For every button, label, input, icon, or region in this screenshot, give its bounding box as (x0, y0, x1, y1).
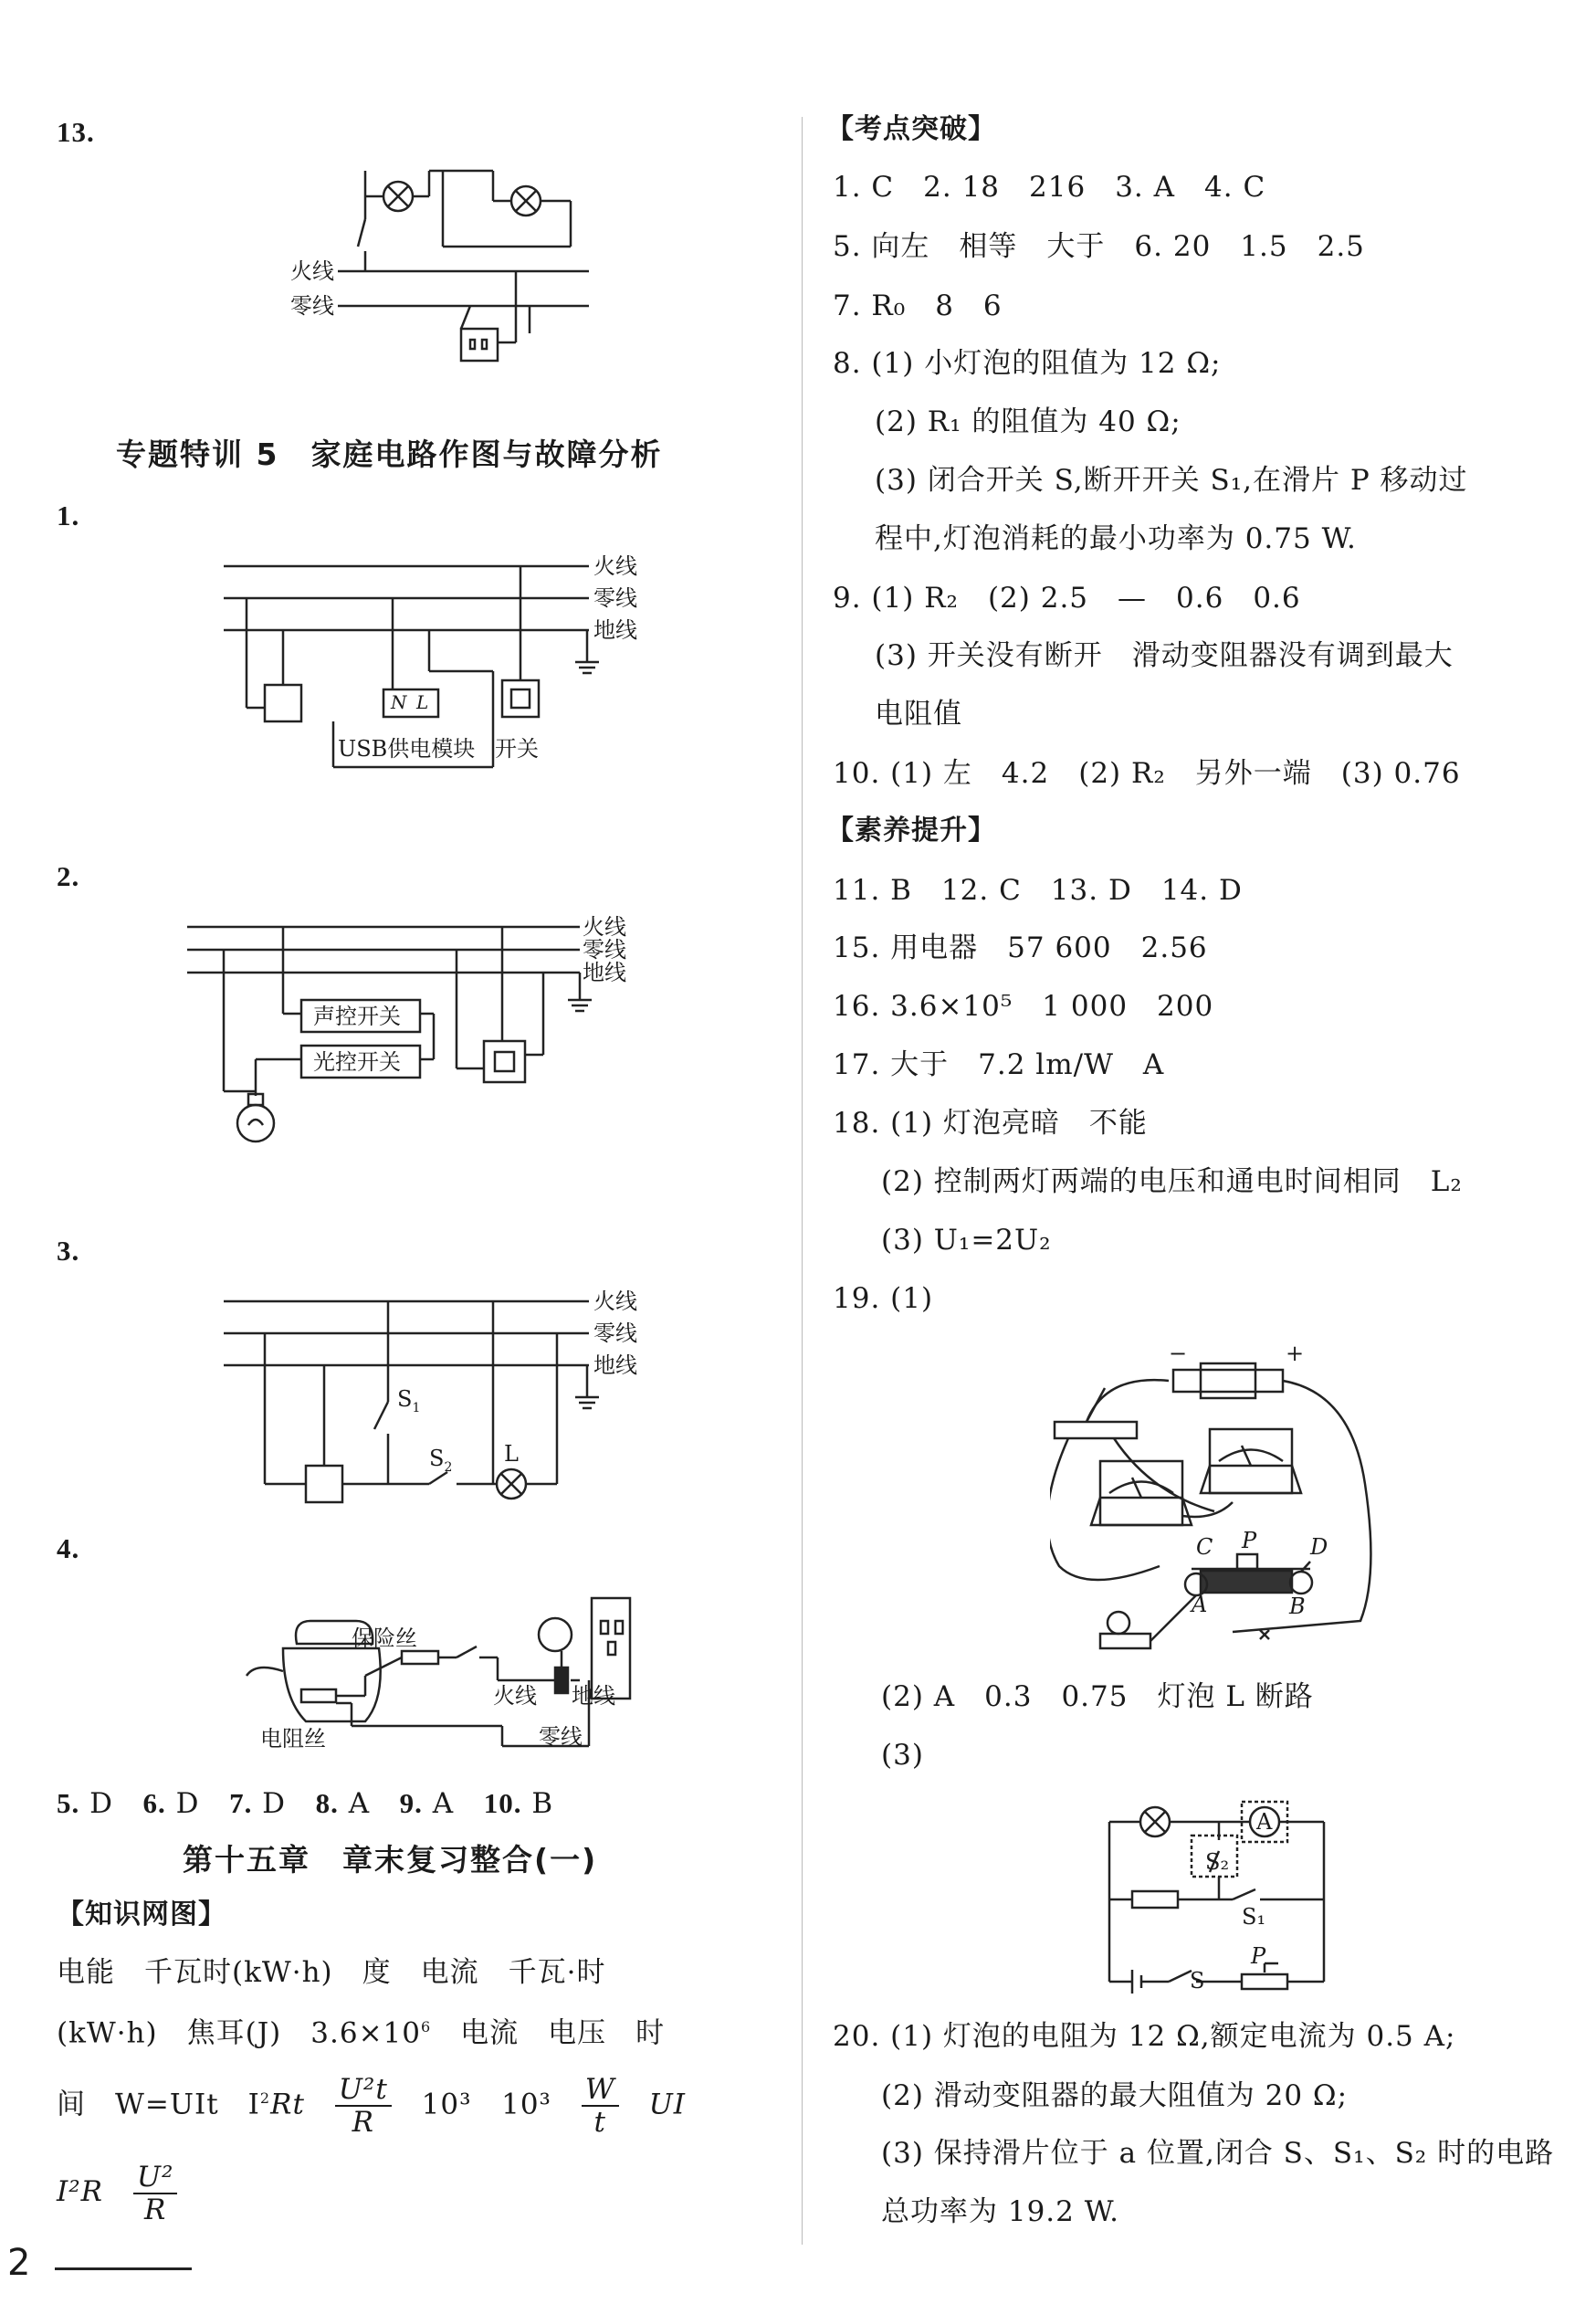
fig2-sound-switch-label: 声控开关 (313, 1004, 401, 1029)
answer-19-2: (2) A 0.3 0.75 灯泡 L 断路 (881, 1680, 1314, 1713)
fig4-neutral-label: 零线 (539, 1724, 583, 1750)
fig4-fuse-label: 保险丝 (352, 1625, 417, 1651)
breakthrough-header: 【考点突破】 (826, 113, 996, 145)
answer-1-4: 1. C 2. 18 216 3. A 4. C (833, 171, 1266, 204)
fig2-live-label: 火线 (583, 914, 626, 940)
fig3-neutral-label: 零线 (593, 1320, 637, 1346)
answer-20-3-cont: 总功率为 19.2 W. (881, 2195, 1120, 2228)
fig4-resistor-label: 电阻丝 (260, 1726, 326, 1752)
fig19-p-label: P (1242, 1528, 1257, 1553)
fig19-c-label: C (1196, 1534, 1213, 1560)
fig19-physical-circuit (1050, 1338, 1415, 1667)
answer-8-3: (3) 闭合开关 S,断开开关 S₁,在滑片 P 移动过 (875, 464, 1468, 497)
fig19c-s2-label: S₂ (1205, 1849, 1230, 1875)
answer-18-2: (2) 控制两灯两端的电压和通电时间相同 L₂ (881, 1165, 1463, 1198)
item-2-label: 2. (57, 860, 80, 892)
fig19-plus-label: + (1286, 1341, 1305, 1366)
fig4-kettle-circuit (228, 1571, 667, 1762)
fig1-n-label: N (391, 691, 407, 713)
fig1-switch-label: 开关 (495, 736, 539, 762)
answer-9-3: (3) 开关没有断开 滑动变阻器没有调到最大 (875, 639, 1454, 672)
fig19-b-label: B (1289, 1594, 1306, 1619)
answer-10: 10. (1) 左 4.2 (2) R₂ 另外一端 (3) 0.76 (833, 757, 1461, 790)
answer-7: 7. R₀ 8 6 (833, 289, 1003, 322)
fig3-ground-label: 地线 (593, 1352, 637, 1378)
q13-label: 13. (57, 116, 95, 148)
fig19c-ammeter-label: A (1256, 1809, 1273, 1835)
answer-18-3: (3) U₁=2U₂ (881, 1224, 1052, 1257)
fig19-d-label: D (1310, 1534, 1328, 1560)
fig3-switch-lamp-circuit (210, 1278, 667, 1516)
fig4-live-label: 火线 (493, 1683, 537, 1709)
item-4-label: 4. (57, 1532, 80, 1564)
footer-rule (55, 2267, 192, 2270)
fig19c-s-label: S (1190, 1968, 1205, 1994)
answer-15: 15. 用电器 57 600 2.56 (833, 931, 1208, 964)
answers-5-10: 5. D 6. D 7. D 8. A 9. A 10. B (57, 1787, 554, 1820)
fig3-lamp-label: L (504, 1441, 519, 1467)
answer-9-1: 9. (1) R₂ (2) 2.5 — 0.6 0.6 (833, 582, 1301, 615)
item-1-label: 1. (57, 500, 80, 531)
fig1-ground-label: 地线 (593, 617, 637, 643)
q13-circuit-diagram (274, 160, 603, 370)
knowledge-line-1: 电能 千瓦时(kW·h) 度 电流 千瓦·时 (57, 1956, 606, 1989)
knowledge-line-4: I²R $\frac{\text{U²}}{R}$ (57, 2155, 197, 2228)
q13-live-label: 火线 (290, 258, 334, 284)
answer-18-1: 18. (1) 灯泡亮暗 不能 (833, 1107, 1148, 1140)
answer-17: 17. 大于 7.2 lm/W A (833, 1048, 1165, 1081)
fig1-l-label: L (416, 691, 429, 713)
fig1-live-label: 火线 (593, 553, 637, 579)
fig19-a-label: A (1192, 1592, 1208, 1617)
fig3-live-label: 火线 (593, 1289, 637, 1314)
answer-5-6: 5. 向左 相等 大于 6. 20 1.5 2.5 (833, 230, 1365, 263)
fig1-neutral-label: 零线 (593, 585, 637, 611)
fig2-neutral-label: 零线 (583, 937, 626, 963)
fig1-usb-label: USB供电模块 (338, 736, 476, 762)
answer-16: 16. 3.6×10⁵ 1 000 200 (833, 990, 1214, 1023)
page-number: 2 (7, 2242, 31, 2284)
answer-9-3-cont: 电阻值 (875, 698, 962, 731)
chapter-review-title: 第十五章 章末复习整合(一) (183, 1842, 598, 1878)
knowledge-line-3: 间 W=UIt $I^2Rt$ $\frac{\text{U²t}}{R}$ 10³ 10³ $\frac{W}{t}$ UI (57, 2072, 686, 2139)
answer-20-2: (2) 滑动变阻器的最大阻值为 20 Ω; (881, 2079, 1349, 2112)
answer-20-1: 20. (1) 灯泡的电阻为 12 Ω,额定电流为 0.5 A; (833, 2020, 1456, 2053)
fig19c-s1-label: S₁ (1242, 1904, 1266, 1930)
fig3-s1-label: $S_1$ (397, 1386, 421, 1415)
answer-8-3-cont: 程中,灯泡消耗的最小功率为 0.75 W. (875, 522, 1357, 555)
answer-8-1: 8. (1) 小灯泡的阻值为 12 Ω; (833, 347, 1222, 380)
answer-20-3: (3) 保持滑片位于 a 位置,闭合 S、S₁、S₂ 时的电路 (881, 2137, 1555, 2170)
fig19-minus-label: − (1169, 1341, 1188, 1366)
q13-neutral-label: 零线 (290, 293, 334, 319)
fig2-sound-light-switch-circuit (183, 904, 657, 1160)
knowledge-map-header: 【知识网图】 (57, 1899, 226, 1931)
answer-19-3: (3) (881, 1739, 924, 1772)
answer-19-1: 19. (1) (833, 1282, 934, 1315)
fig2-ground-label: 地线 (583, 960, 626, 985)
answer-11-14: 11. B 12. C 13. D 14. D (833, 874, 1243, 907)
fig1-usb-circuit (210, 539, 657, 776)
special-training-title: 专题特训 5 家庭电路作图与故障分析 (116, 437, 663, 472)
fig3-s2-label: $S_2$ (429, 1446, 453, 1475)
fig19c-p-label: P (1251, 1943, 1266, 1969)
answer-8-2: (2) R₁ 的阻值为 40 Ω; (875, 405, 1181, 438)
item-3-label: 3. (57, 1235, 80, 1267)
fig4-ground-label: 地线 (572, 1683, 615, 1709)
column-divider (802, 117, 803, 2245)
fig2-light-switch-label: 光控开关 (313, 1049, 401, 1075)
improvement-header: 【素养提升】 (826, 815, 996, 847)
knowledge-line-2: (kW·h) 焦耳(J) $3.6\times 10^6$ 电流 电压 时 (57, 2016, 666, 2050)
fig19c-circuit-diagram (1096, 1794, 1351, 1995)
